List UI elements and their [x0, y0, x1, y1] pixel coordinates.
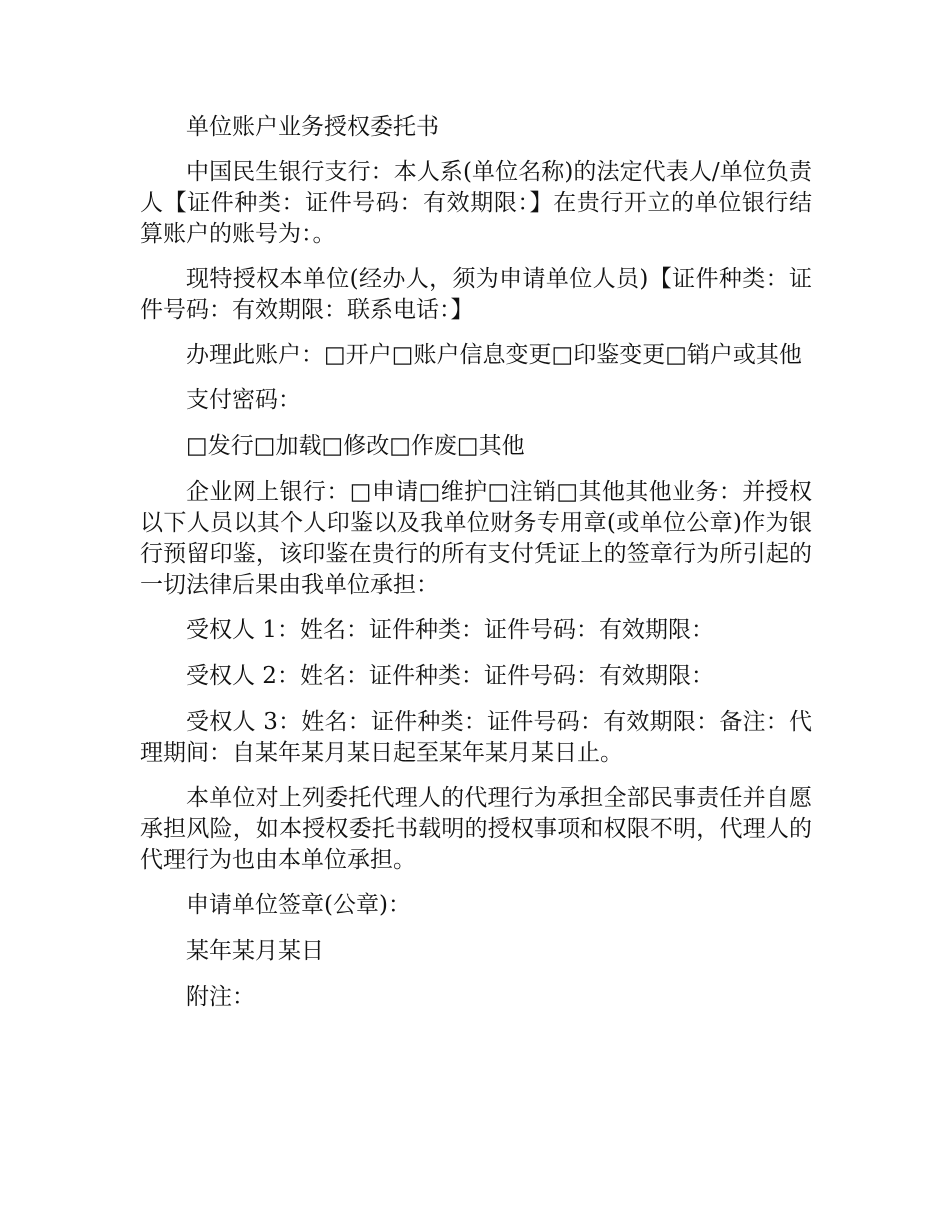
document-page [140, 112, 812, 1028]
paragraph-account-operations: 办理此账户：□开户□账户信息变更□印鉴变更□销户或其他 [186, 342, 802, 368]
paragraph-liability-statement: 本单位对上列委托代理人的代理行为承担全部民事责任并自愿承担风险，如本授权委托书载明的授权事项和权限不明，代理人的代理行为也由本单位承担。 [140, 785, 812, 873]
paragraph-payment-password-label: 支付密码： [186, 387, 301, 413]
paragraph-authorization-agent: 现特授权本单位(经办人，须为申请单位人员)【证件种类：证件号码：有效期限：联系电话：】 [140, 266, 812, 323]
paragraph-grantee-1: 受权人 1：姓名：证件种类：证件号码：有效期限： [186, 617, 714, 643]
paragraph-date-line: 某年某月某日 [186, 938, 324, 964]
paragraph-grantee-3: 受权人 3：姓名：证件种类：证件号码：有效期限：备注：代理期间：自某年某月某日起至某年某月某日止。 [140, 709, 812, 766]
paragraph-bank-account-statement: 中国民生银行支行：本人系(单位名称)的法定代表人/单位负责人【证件种类：证件号码：有效期限：】在贵行开立的单位银行结算账户的账号为：。 [140, 159, 812, 247]
paragraph-online-banking: 企业网上银行：□申请□维护□注销□其他其他业务：并授权以下人员以其个人印鉴以及我单位财务专用章(或单位公章)作为银行预留印鉴，该印鉴在贵行的所有支付凭证上的签章行为所引起的一切法律后果由我单位承担： [140, 479, 812, 598]
document-title: 单位账户业务授权委托书 [186, 114, 439, 140]
paragraph-grantee-2: 受权人 2：姓名：证件种类：证件号码：有效期限： [186, 663, 714, 689]
paragraph-payment-password-options: □发行□加载□修改□作废□其他 [186, 433, 525, 459]
paragraph-seal-line: 申请单位签章(公章)： [186, 892, 411, 918]
paragraph-notes: 附注： [186, 984, 255, 1010]
